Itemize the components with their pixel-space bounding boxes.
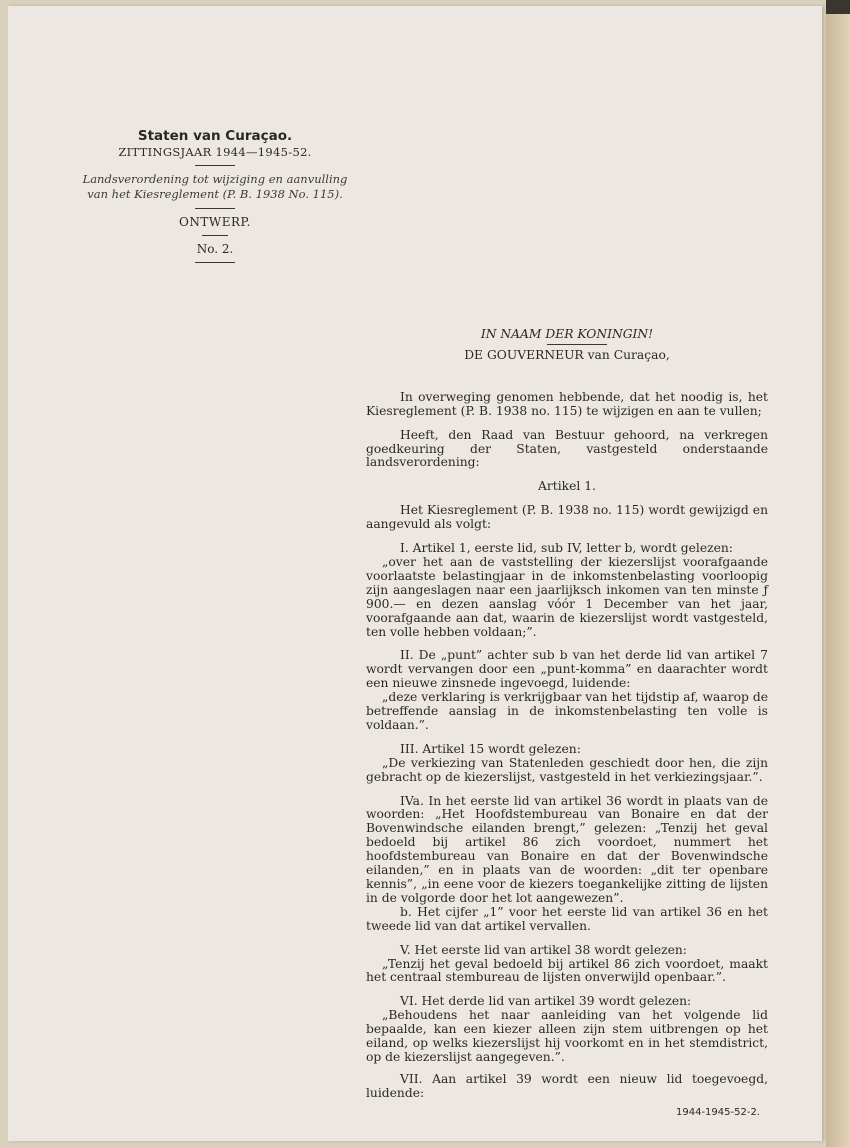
- document-header: [70, 128, 360, 269]
- header-divider: [202, 235, 228, 236]
- footer-code: 1944-1945-52-2.: [676, 1107, 760, 1118]
- header-divider: [195, 208, 235, 209]
- scan-corner: [826, 0, 850, 14]
- item-II-quote: „deze verklaring is verkrijgbaar van het tijdstip af, waarop de betreffende aanslag in de inkomstenbelasting ten volle is voldaan.”.: [366, 690, 768, 732]
- item-II-heading: II. De „punt” achter sub b van het derde lid van artikel 7 wordt vervangen door een „punt-komma” en daarachter wordt een nieuwe zinsnede ingevoegd, luidende:: [366, 648, 768, 691]
- article-intro: Het Kiesreglement (P. B. 1938 no. 115) wordt gewijzigd en aangevuld als volgt:: [366, 503, 768, 532]
- adjacent-page-edge: [826, 0, 850, 1147]
- article-heading: Artikel 1.: [538, 479, 596, 494]
- header-subject-line2: van het Kiesreglement (P. B. 1938 No. 115).: [87, 187, 343, 201]
- governor-line: DE GOUVERNEUR van Curaçao,: [464, 347, 670, 362]
- item-III-heading: III. Artikel 15 wordt gelezen:: [400, 741, 581, 756]
- invocation-divider: [547, 344, 607, 345]
- item-V-heading: V. Het eerste lid van artikel 38 wordt gelezen:: [400, 942, 687, 957]
- item-I-heading: I. Artikel 1, eerste lid, sub IV, letter b, wordt gelezen:: [400, 541, 733, 556]
- item-IVb-paragraph: b. Het cijfer „1” voor het eerste lid van artikel 36 en het tweede lid van dat artikel vervallen.: [366, 904, 768, 933]
- item-I-quote: „over het aan de vaststelling der kiezerslijst voorafgaande voorlaatste belastingjaar in de inkomstenbelasting voorloopig zijn aangeslagen naar een jaarlijksch inkomen van ten minste ƒ 900.— en dezen aanslag vóór 1 December van het jaar, voorafgaande aan dat, waarin de kiezerslijst wordt vastgesteld, ten volle hebben voldaan;”.: [366, 554, 768, 639]
- header-session: ZITTINGSJAAR 1944—1945-52.: [118, 145, 312, 159]
- document-body: [366, 328, 768, 1101]
- item-III-quote: „De verkiezing van Statenleden geschiedt door hen, die zijn gebracht op de kiezerslijst, vastgesteld in het verkiezingsjaar.”.: [366, 755, 768, 784]
- header-title: Staten van Curaçao.: [137, 128, 293, 144]
- header-number: No. 2.: [196, 242, 234, 256]
- header-divider: [195, 262, 235, 263]
- item-VII-paragraph: VII. Aan artikel 39 wordt een nieuw lid toegevoegd, luidende:: [366, 1071, 768, 1100]
- item-VI-heading: VI. Het derde lid van artikel 39 wordt gelezen:: [400, 994, 692, 1009]
- item-V-quote: „Tenzij het geval bedoeld bij artikel 86 zich voordoet, maakt het centraal stembureau de lijsten onverwijld openbaar.”.: [366, 956, 768, 985]
- item-IVa-paragraph: IVa. In het eerste lid van artikel 36 wordt in plaats van de woorden: „Het Hoofdstembureau van Bonaire en dat der Bovenwindsche eilanden brengt,” gelezen: „Tenzij het geval bedoeld bij artikel 86 zich voordoet, nummert het hoofdstembureau van Bonaire en dat der Bovenwindsche eilanden,” en in plaats van de woorden: „dit ter openbare kennis”, „in eene voor de kiezers toegankelijke zitting de lijsten in de volgorde door het lot aangewezen”.: [366, 793, 768, 905]
- considering-paragraph: In overweging genomen hebbende, dat het noodig is, het Kiesreglement (P. B. 1938 no. 115) te wijzigen en aan te vullen;: [366, 389, 768, 418]
- header-draft: ONTWERP.: [179, 215, 251, 229]
- council-paragraph: Heeft, den Raad van Bestuur gehoord, na verkregen goedkeuring der Staten, vastgesteld onderstaande landsverordening:: [366, 427, 768, 470]
- item-VI-quote: „Behoudens het naar aanleiding van het volgende lid bepaalde, kan een kiezer alleen zijn stem uitbrengen op het eiland, op welks kiezerslijst hij voorkomt en in het stemdistrict, op de kiezerslijst aangegeven.”.: [366, 1008, 768, 1064]
- header-subject-line1: Landsverordening tot wijziging en aanvulling: [82, 172, 348, 186]
- invocation: IN NAAM DER KONINGIN!: [480, 327, 654, 341]
- header-divider: [195, 165, 235, 166]
